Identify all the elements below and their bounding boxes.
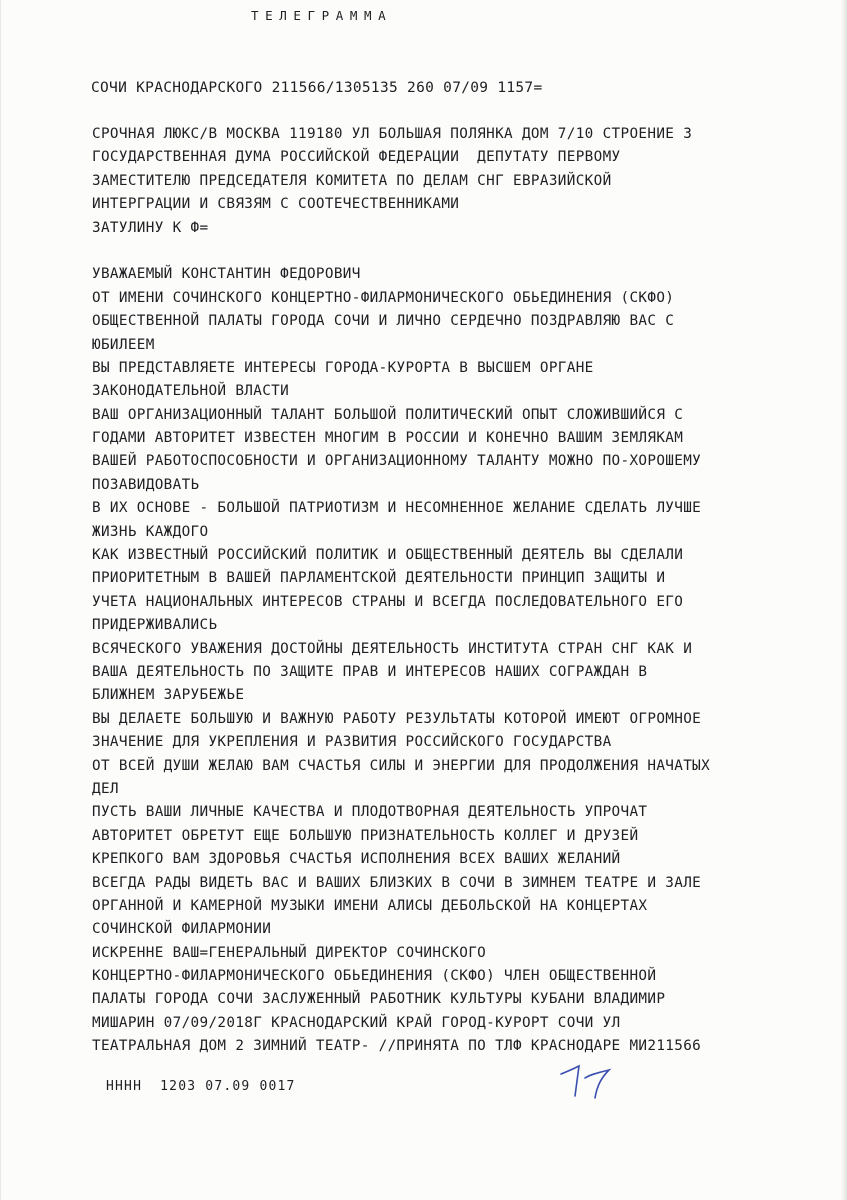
telegram-text-line: ВЫ ДЕЛАЕТЕ БОЛЬШУЮ И ВАЖНУЮ РАБОТУ РЕЗУЛЬТАТЫ КОТОРОЙ ИМЕЮТ ОГРОМНОЕ — [92, 710, 702, 727]
telegram-text-line: ЗНАЧЕНИЕ ДЛЯ УКРЕПЛЕНИЯ И РАЗВИТИЯ РОССИЙСКОГО ГОСУДАРСТВА — [92, 734, 612, 751]
telegram-text-line: В ИХ ОСНОВЕ - БОЛЬШОЙ ПАТРИОТИЗМ И НЕСОМНЕННОЕ ЖЕЛАНИЕ СДЕЛАТЬ ЛУЧШЕ — [92, 500, 702, 517]
telegram-text-line: ПРИОРИТЕТНЫМ В ВАШЕЙ ПАРЛАМЕНТСКОЙ ДЕЯТЕЛЬНОСТИ ПРИНЦИП ЗАЩИТЫ И — [92, 570, 666, 587]
telegram-text-line: МИШАРИН 07/09/2018Г КРАСНОДАРСКИЙ КРАЙ ГОРОД-КУРОРТ СОЧИ УЛ — [92, 1014, 621, 1031]
telegram-body — [92, 123, 710, 1059]
telegram-text-line: ВАШ ОРГАНИЗАЦИОННЫЙ ТАЛАНТ БОЛЬШОЙ ПОЛИТИЧЕСКИЙ ОПЫТ СЛОЖИВШИЙСЯ С — [92, 406, 684, 423]
telegram-text-line: ЗАМЕСТИТЕЛЮ ПРЕДСЕДАТЕЛЯ КОМИТЕТА ПО ДЕЛАМ СНГ ЕВРАЗИЙСКОЙ — [92, 172, 612, 189]
telegram-text-line: ГОДАМИ АВТОРИТЕТ ИЗВЕСТЕН МНОГИМ В РОССИИ И КОНЕЧНО ВАШИМ ЗЕМЛЯКАМ — [92, 430, 684, 447]
telegram-text-line — [92, 240, 710, 263]
telegram-text-line: ВАШЕЙ РАБОТОСПОСОБНОСТИ И ОРГАНИЗАЦИОННОМУ ТАЛАНТУ МОЖНО ПО-ХОРОШЕМУ — [92, 453, 702, 470]
telegram-text-line: ЮБИЛЕЕМ — [92, 336, 155, 353]
telegram-text-line: ИСКРЕННЕ ВАШ=ГЕНЕРАЛЬНЫЙ ДИРЕКТОР СОЧИНСКОГО — [92, 944, 487, 961]
telegram-footer: НННН 1203 07.09 0017 — [106, 1079, 296, 1094]
telegram-text-line: ОБЩЕСТВЕННОЙ ПАЛАТЫ ГОРОДА СОЧИ И ЛИЧНО СЕРДЕЧНО ПОЗДРАВЛЯЮ ВАС С — [92, 313, 675, 330]
telegram-text-line: КАК ИЗВЕСТНЫЙ РОССИЙСКИЙ ПОЛИТИК И ОБЩЕСТВЕННЫЙ ДЕЯТЕЛЬ ВЫ СДЕЛАЛИ — [92, 547, 684, 564]
telegram-text-line: ВАША ДЕЯТЕЛЬНОСТЬ ПО ЗАЩИТЕ ПРАВ И ИНТЕРЕСОВ НАШИХ СОГРАЖДАН В — [92, 663, 648, 680]
telegram-text-line: СОЧИНСКОЙ ФИЛАРМОНИИ — [92, 921, 272, 938]
telegram-text-line: ВЫ ПРЕДСТАВЛЯЕТЕ ИНТЕРЕСЫ ГОРОДА-КУРОРТА В ВЫСШЕМ ОРГАНЕ — [92, 359, 594, 376]
telegram-text-line: ОРГАННОЙ И КАМЕРНОЙ МУЗЫКИ ИМЕНИ АЛИСЫ ДЕБОЛЬСКОЙ НА КОНЦЕРТАХ — [92, 897, 648, 914]
telegram-text-line: ОТ ВСЕЙ ДУШИ ЖЕЛАЮ ВАМ СЧАСТЬЯ СИЛЫ И ЭНЕРГИИ ДЛЯ ПРОДОЛЖЕНИЯ НАЧАТЫХ — [92, 757, 711, 774]
telegram-text-line: СРОЧНАЯ ЛЮКС/В МОСКВА 119180 УЛ БОЛЬШАЯ ПОЛЯНКА ДОМ 7/10 СТРОЕНИЕ 3 — [92, 126, 693, 142]
telegram-header: СОЧИ КРАСНОДАРСКОГО 211566/1305135 260 07/09 1157= — [91, 80, 543, 96]
telegram-text-line: УВАЖАЕМЫЙ КОНСТАНТИН ФЕДОРОВИЧ — [92, 266, 361, 283]
telegram-text-line: ПРИДЕРЖИВАЛИСЬ — [92, 617, 218, 634]
telegram-text-line: БЛИЖНЕМ ЗАРУБЕЖЬЕ — [92, 687, 245, 704]
telegram-text-line: КОНЦЕРТНО-ФИЛАРМОНИЧЕСКОГО ОБЬЕДИНЕНИЯ (СКФО) ЧЛЕН ОБЩЕСТВЕННОЙ — [92, 968, 657, 985]
telegram-text-line: ЗАКОНОДАТЕЛЬНОЙ ВЛАСТИ — [92, 383, 290, 400]
telegram-text-line: ВСЯЧЕСКОГО УВАЖЕНИЯ ДОСТОЙНЫ ДЕЯТЕЛЬНОСТЬ ИНСТИТУТА СТРАН СНГ КАК И — [92, 640, 693, 657]
telegram-text-line: ЖИЗНЬ КАЖДОГО — [92, 523, 209, 540]
telegram-text-line: КРЕПКОГО ВАМ ЗДОРОВЬЯ СЧАСТЬЯ ИСПОЛНЕНИЯ ВСЕХ ВАШИХ ЖЕЛАНИЙ — [92, 851, 621, 868]
telegram-text-line: ДЕЛ — [92, 780, 119, 797]
telegram-text-line: ИНТЕРГРАЦИИ И СВЯЗЯМ С СООТЕЧЕСТВЕННИКАМИ — [92, 196, 460, 213]
telegram-text-line: ЗАТУЛИНУ К Ф= — [92, 219, 209, 236]
telegram-text-line: ОТ ИМЕНИ СОЧИНСКОГО КОНЦЕРТНО-ФИЛАРМОНИЧЕСКОГО ОБЬЕДИНЕНИЯ (СКФО) — [92, 289, 675, 306]
telegram-text-line: ПОЗАВИДОВАТЬ — [92, 476, 200, 493]
telegram-text-line: ПУСТЬ ВАШИ ЛИЧНЫЕ КАЧЕСТВА И ПЛОДОТВОРНАЯ ДЕЯТЕЛЬНОСТЬ УПРОЧАТ — [92, 804, 648, 821]
telegram-text-line: АВТОРИТЕТ ОБРЕТУТ ЕЩЕ БОЛЬШУЮ ПРИЗНАТЕЛЬНОСТЬ КОЛЛЕГ И ДРУЗЕЙ — [92, 827, 639, 844]
telegram-text-line: УЧЕТА НАЦИОНАЛЬНЫХ ИНТЕРЕСОВ СТРАНЫ И ВСЕГДА ПОСЛЕДОВАТЕЛЬНОГО ЕГО — [92, 593, 684, 610]
handwritten-page-number — [557, 1060, 617, 1100]
telegram-title: ТЕЛЕГРАММА — [251, 8, 393, 23]
page-edge — [841, 0, 847, 1200]
telegram-text-line: ВСЕГДА РАДЫ ВИДЕТЬ ВАС И ВАШИХ БЛИЗКИХ В СОЧИ В ЗИМНЕМ ТЕАТРЕ И ЗАЛЕ — [92, 874, 702, 891]
telegram-text-line: ПАЛАТЫ ГОРОДА СОЧИ ЗАСЛУЖЕННЫЙ РАБОТНИК КУЛЬТУРЫ КУБАНИ ВЛАДИМИР — [92, 991, 666, 1008]
telegram-text-line: ТЕАТРАЛЬНАЯ ДОМ 2 ЗИМНИЙ ТЕАТР- //ПРИНЯТА ПО ТЛФ КРАСНОДАРЕ МИ211566 — [92, 1038, 702, 1055]
telegram-text-line: ГОСУДАРСТВЕННАЯ ДУМА РОССИЙСКОЙ ФЕДЕРАЦИИ ДЕПУТАТУ ПЕРВОМУ — [92, 149, 621, 166]
